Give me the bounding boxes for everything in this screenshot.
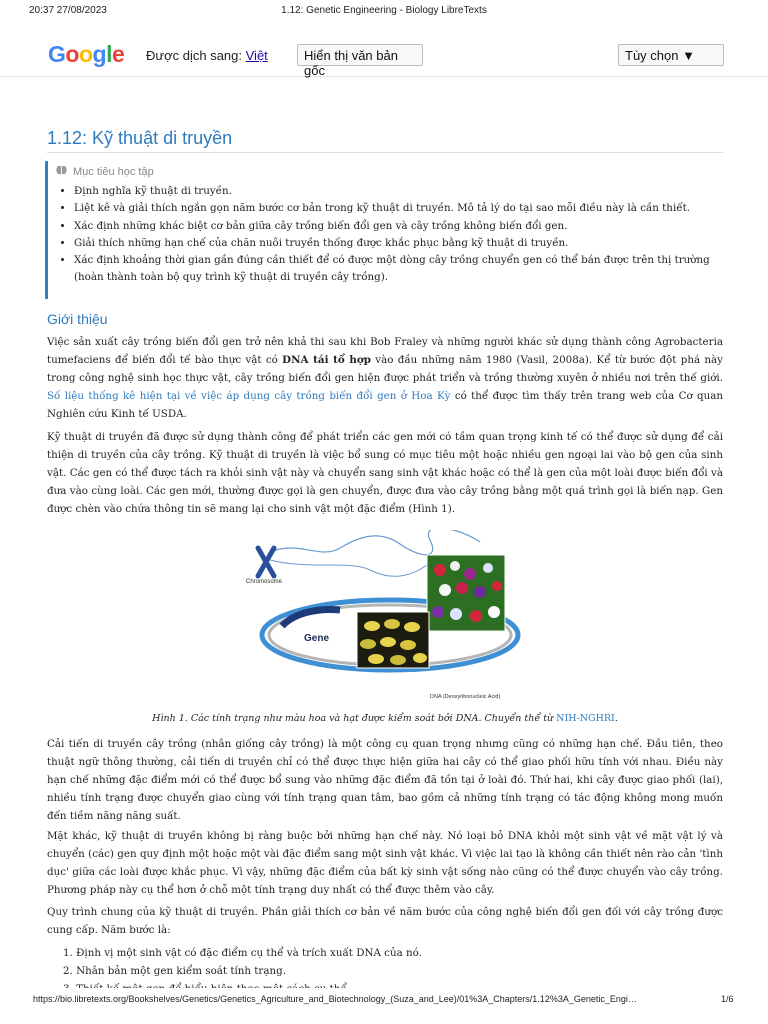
objectives-header <box>56 165 154 178</box>
logo-letter: l <box>106 41 112 67</box>
page-title: 1.12: Kỹ thuật di truyền <box>47 128 233 148</box>
objective-item: • Xác định khoảng thời gian gần đúng cần thiết để có được một dòng cây trồng chuyển gen có thể bán được trên thị trường (hoàn thành toàn bộ quy trình kỹ thuật di truyền cây trồng). <box>74 252 724 287</box>
paragraph-4: Mặt khác, kỹ thuật di truyền không bị ràng buộc bởi những hạn chế này. Nó loại bỏ DNA khỏi một sinh vật về mặt vật lý và chuyển (các) gen quy định một hoặc một vài đặc điểm sang một sinh vật khác. Vì việc lai tạo là không cần thiết nên rào cản 'tình dục' giữa các loài được khắc phục. Vì vậy, những đặc điểm của bất kỳ sinh vật sống nào cũng có thể được chuyển vào cây trồng. Phương pháp này cụ thể hơn ở chỗ một tính trạng duy nhất có thể được thêm vào cây. <box>47 830 723 896</box>
title-divider <box>47 152 723 153</box>
seed-photo <box>357 612 429 668</box>
translate-bar <box>0 36 768 77</box>
paragraph-1 <box>47 333 723 423</box>
objective-item: • Định nghĩa kỹ thuật di truyền. <box>74 183 724 200</box>
usda-statistics-link[interactable]: Số liệu thống kê hiện tại về việc áp dụng cây trồng biến đổi gen ở Hoa Kỳ <box>47 390 451 402</box>
objective-item: • Liệt kê và giải thích ngắn gọn năm bước cơ bản trong kỹ thuật di truyền. Mô tả lý do tại sao mỗi điều này là cần thiết. <box>74 200 724 217</box>
chromosome-label: Chromosome <box>246 579 283 585</box>
step-item: 2. Nhân bản một gen kiểm soát tính trạng. <box>63 965 286 977</box>
flower-photo <box>427 555 505 631</box>
p1-bold: DNA tái tổ hợp <box>282 354 371 366</box>
objectives-list <box>58 183 724 287</box>
figure-caption <box>47 713 723 724</box>
google-logo <box>48 41 124 68</box>
options-button[interactable]: Tùy chọn ▼ <box>618 44 724 66</box>
nih-nghri-link[interactable]: NIH-NGHRI <box>556 713 615 724</box>
p1-text-c: có thể được tìm thấy trên trang web của Cơ quan Nghiên cứu Kinh tế USDA. <box>47 390 723 420</box>
logo-letter: o <box>78 41 93 67</box>
brain-icon <box>56 165 67 178</box>
page-number: 1/6 <box>721 994 734 1004</box>
logo-letter: o <box>65 41 79 67</box>
logo-letter: e <box>111 41 125 67</box>
dna-label: DNA (Deoxyribonucleic Acid) <box>430 694 501 700</box>
show-original-button[interactable]: Hiển thị văn bản gốc <box>297 44 423 66</box>
print-footer <box>0 988 768 1024</box>
translated-to-label: Được dịch sang: <box>146 48 242 63</box>
figure-dna-diagram <box>240 530 532 708</box>
language-link[interactable]: Việt <box>245 48 268 63</box>
learning-objectives-box <box>45 161 728 299</box>
step-item: 1. Định vị một sinh vật có đặc điểm cụ thể và trích xuất DNA của nó. <box>63 947 422 959</box>
gene-label: Gene <box>304 633 330 644</box>
print-header <box>0 0 768 20</box>
p1-text-b: vào đầu những năm 1980 (Vasil, 2008a). Kể từ bước đột phá này trong công nghệ sinh học thực vật, cây trồng biến đổi gen hiện được phát triển và trồng thường xuyên ở nhiều nơi trên thế giới. <box>47 354 723 384</box>
chromosome-icon <box>258 548 274 576</box>
print-page-title: 1.12: Genetic Engineering - Biology LibreTexts <box>281 5 487 16</box>
paragraph-2: Kỹ thuật di truyền đã được sử dụng thành công để phát triển các gen mới có tầm quan trọng kinh tế có thể được sử dụng để cải thiện di truyền của cây trồng. Kỹ thuật di truyền là việc bổ sung có mục tiêu một hoặc nhiều gen ngoại lai vào bộ gen của sinh vật. Các gen có thể được tách ra khỏi sinh vật này và chuyển sang sinh vật khác hoặc có thể là gen của một loài được biến đổi và đưa vào cùng loài. Các gen mới, thường được gọi là gen chuyển, được đưa vào cây trồng bằng một quá trình gọi là biến nạp. Gen được chèn vào chứa thông tin sẽ mang lại cho sinh vật một đặc điểm (Hình 1). <box>47 431 723 515</box>
print-datetime: 20:37 27/08/2023 <box>29 5 107 16</box>
translated-to <box>146 48 268 63</box>
objectives-title: Mục tiêu học tập <box>73 166 154 178</box>
objective-item: • Xác định những khác biệt cơ bản giữa cây trồng biến đổi gen và cây trồng không biến đổi gen. <box>74 218 724 235</box>
paragraph-3: Cải tiến di truyền cây trồng (nhân giống cây trồng) là một công cụ quan trọng nhưng cũng có những hạn chế. Đầu tiên, theo thuật ngữ thông thường, cải tiến di truyền chỉ có thể được thực hiện giữa hai cây có thể giao phối hữu tính với nhau. Điều này hạn chế những đặc điểm mới có thể được bổ sung vào những đặc điểm đã tồn tại ở loài đó. Thứ hai, khi cây được giao phối (lai), nhiều tính trạng được chuyển giao cùng với tính trạng quan tâm, bao gồm cả những tính trạng có tác động không mong muốn đến tiềm năng năng suất. <box>47 738 723 822</box>
caption-end: . <box>614 713 618 724</box>
intro-heading: Giới thiệu <box>47 311 108 327</box>
logo-letter: G <box>48 41 66 67</box>
logo-letter: g <box>92 41 107 67</box>
objective-item: • Giải thích những hạn chế của chăn nuôi truyền thống được khắc phục bằng kỹ thuật di truyền. <box>74 235 724 252</box>
caption-text: Hình 1. Các tính trạng như màu hoa và hạt được kiểm soát bởi DNA. Chuyển thể từ <box>152 713 557 724</box>
print-url: https://bio.libretexts.org/Bookshelves/Genetics/Genetics_Agriculture_and_Biotechnology_(Suza_and_Lee)/01%3A_Chapters/1.12%3A_Genetic_Engi… <box>33 994 637 1004</box>
p1-text-a: Việc sản xuất cây trồng biến đổi gen trở nên khả thi sau khi Bob Fraley và những người khác sử dụng thành công Agrobacteria tumefaciens để biến đổi tế bào thực vật có <box>47 336 723 366</box>
paragraph-5: Quy trình chung của kỹ thuật di truyền. Phần giải thích cơ bản về năm bước của công nghệ biến đổi gen đối với cây trồng được cung cấp. Năm bước là: <box>47 906 723 936</box>
